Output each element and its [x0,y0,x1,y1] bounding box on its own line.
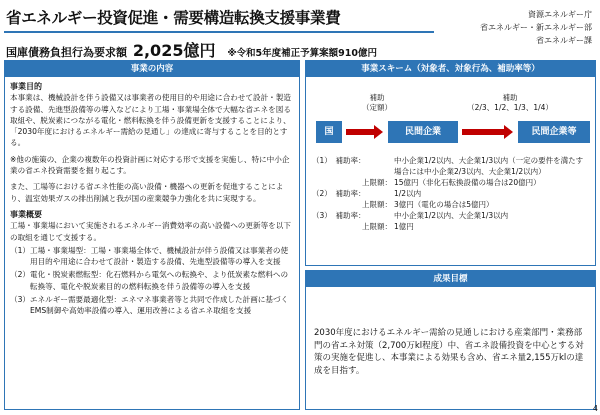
subsidy-label: （1） 補助率： [312,156,366,165]
arrow-2-head [504,125,513,139]
budget-supplement: ※令和5年度補正予算案額910億円 [227,48,377,59]
arrow-1-head [374,125,383,139]
purpose-paragraph: ※他の施策の、企業の複数年の投資計画に対応する形で支援を実施し、特に中小企業の省エネ投資需要を掘り起こす。 [10,154,290,176]
subsidy-row [312,199,589,210]
subsidy-value: 15億円（非化石転換設備の場合は20億円） [394,178,541,187]
overview-item [10,245,294,268]
purpose-paragraph: また、工場等における省エネ性能の高い設備・機器への更新を促進することにより、温室効果ガスの排出削減と我が国の産業競争力強化を共に実現する。 [10,182,284,203]
subsidy-table [306,155,595,232]
arrow-2-shaft [462,129,504,135]
agency-block [480,8,592,47]
flow-label-2-line2: （2/3、1/2、1/3、1/4） [467,103,553,112]
item-text: 工場・事業場型：工場・事業場全体で、機械設計が伴う設備又は事業者の使用目的や用途に合わせて設計・製造する設備、先進型設備等の導入を支援 [30,245,289,267]
scheme-panel [305,60,596,266]
box-private-companies: 民間企業等 [518,121,590,143]
flow-diagram [306,77,595,155]
flow-label-2 [452,93,568,113]
overview-item [10,294,294,317]
budget-line [6,38,377,61]
result-target-panel [305,270,596,410]
subsidy-value: 3億円（電化の場合は5億円） [394,200,494,209]
business-content-panel [4,60,300,410]
subsidy-value: 中小企業1/2以内、大企業1/3以内 [394,211,509,220]
subsidy-label: 上限額： [362,222,392,231]
item-number: （2） [10,270,31,280]
item-text: 電化・脱炭素燃転型：化石燃料から電気への転換や、より低炭素な燃料への転換等、電化や脱炭素目的の燃料転換を伴う設備等の導入を支援 [30,270,289,291]
page-title: 省エネルギー投資促進・需要構造転換支援事業費 [6,9,341,27]
subsidy-label: （3） 補助率： [312,211,366,220]
subsidy-label: （2） 補助率： [312,189,366,198]
result-text: 2030年度におけるエネルギー需給の見通しにおける産業部門・業務部門の省エネ対策（2,700万kl程度）中、省エネ設備投資を中心とする対策の実施を促進し、本事業による効果も含め、省エネ量2,155万klの達成を目指す。 [314,328,584,376]
item-number: （1） [10,245,31,255]
budget-label: 国庫債務負担行為要求額 [6,46,127,59]
arrow-1-shaft [346,129,374,135]
flow-label-1-line1: 補助 [369,93,385,102]
flow-label-1 [350,93,404,113]
panel-heading: 事業スキーム（対象者、対象行為、補助率等） [306,61,595,77]
flow-label-2-line1: 補助 [502,93,518,102]
subsidy-row [312,221,589,232]
panel-heading: 事業の内容 [5,61,299,77]
item-number: （3） [10,295,31,305]
overview-intro: 工場・事業場において実施されるエネルギー消費効率の高い設備への更新等を以下の取組を通じて支援する。 [10,221,291,242]
agency-line: 資源エネルギー庁 [528,10,592,19]
subsidy-value: 中小企業1/2以内、大企業1/3以内（一定の要件を満たす場合には中小企業2/3以内、大企業1/2以内） [394,156,584,176]
flow-label-1-line2: （定額） [362,103,392,112]
subsidy-label: 上限額： [362,178,392,187]
subsidy-label: 上限額： [362,200,392,209]
subsidy-row [312,210,589,221]
budget-amount: 2,025億円 [132,41,216,60]
purpose-paragraph: 本事業は、機械設計を伴う設備又は事業者の使用目的や用途に合わせて設計・製造する設備、先進型設備等の導入などにより工場・事業場全体で大幅な省エネを図る取組や、脱炭素につながる電化・燃料転換を伴う設備更新を支援することにより、「2030年度におけるエネルギー需給の見通し」の達成に寄与することを目的とする。 [10,93,291,148]
subsidy-value: 1億円 [394,222,414,231]
subsidy-row [312,177,589,188]
agency-line: 省エネルギー課 [536,36,592,45]
box-private-company: 民間企業 [388,121,458,143]
overview-heading: 事業概要 [10,209,42,219]
box-government: 国 [316,121,342,143]
purpose-heading: 事業目的 [10,82,42,91]
agency-line: 省エネルギー・新エネルギー部 [480,23,592,32]
panel-heading: 成果目標 [306,271,595,287]
item-text: エネルギー需要最適化型：エネマネ事業者等と共同で作成した計画に基づくEMS制御や高効率設備の導入、運用改善による省エネ取組を支援 [30,295,289,316]
overview-item [10,269,294,292]
subsidy-row [312,155,589,177]
title-underline [4,31,434,33]
page-number: 4 [592,404,598,413]
subsidy-row [312,188,589,199]
subsidy-value: 1/2以内 [394,189,422,198]
